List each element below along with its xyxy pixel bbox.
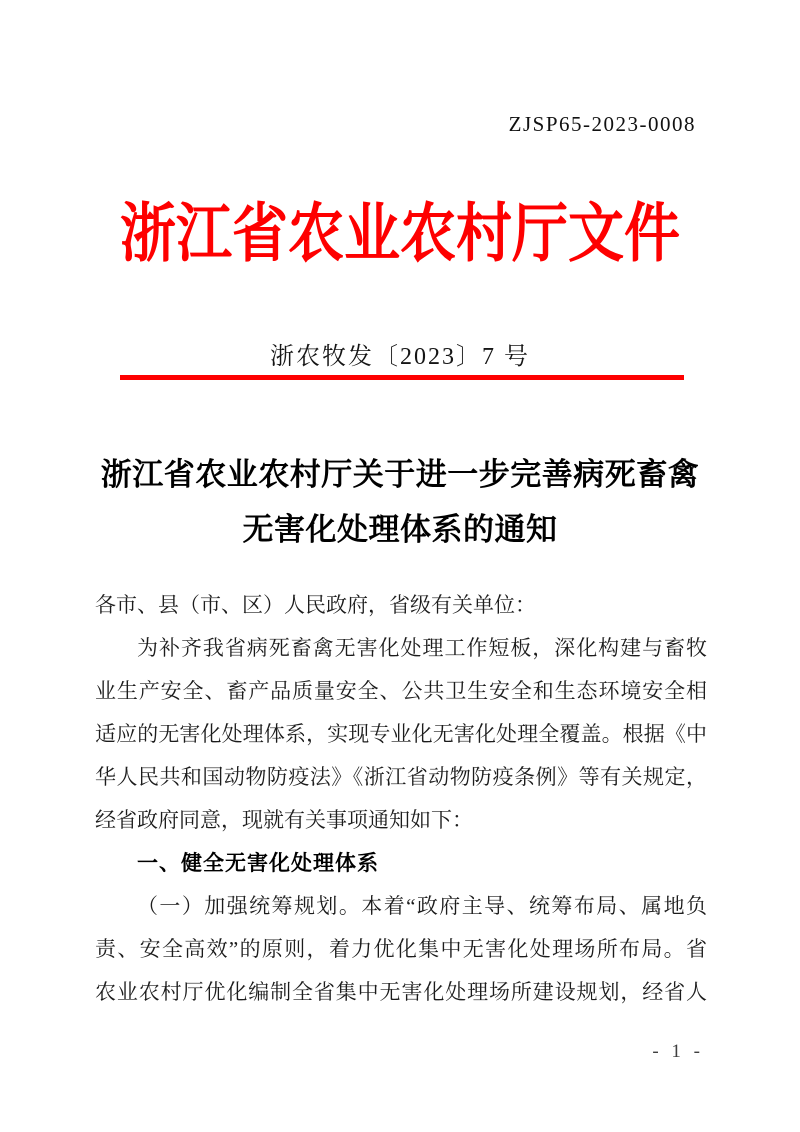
- paragraph2-line2: 责、安全高效”的原则，着力优化集中无害化处理场所布局。省: [95, 937, 707, 961]
- red-separator-rule: [120, 375, 684, 380]
- paragraph1-line4: 华人民共和国动物防疫法》《浙江省动物防疫条例》等有关规定，: [95, 765, 707, 789]
- document-title: [0, 447, 800, 557]
- document-reference-number: 浙农牧发〔2023〕7 号: [270, 344, 530, 370]
- salutation-line: 各市、县（市、区）人民政府，省级有关单位：: [95, 593, 536, 617]
- paragraph1-line1: 为补齐我省病死畜禽无害化处理工作短板，深化构建与畜牧: [137, 636, 707, 660]
- page-number: - 1 -: [652, 1041, 704, 1062]
- document-title-line2: 无害化处理体系的通知: [242, 512, 558, 547]
- paragraph2-line1: （一）加强统筹规划。本着“政府主导、统筹布局、属地负: [137, 894, 707, 918]
- agency-banner-title: 浙江省农业农村厅文件: [120, 199, 680, 271]
- paragraph2-line3: 农业农村厅优化编制全省集中无害化处理场所建设规划，经省人: [95, 980, 707, 1004]
- paragraph1-line2: 业生产安全、畜产品质量安全、公共卫生安全和生态环境安全相: [95, 679, 707, 703]
- paragraph1-line3: 适应的无害化处理体系，实现专业化无害化处理全覆盖。根据《中: [95, 722, 707, 746]
- archive-code: ZJSP65-2023-0008: [508, 112, 696, 136]
- section1-heading: 一、健全无害化处理体系: [137, 852, 379, 875]
- paragraph1-line5: 经省政府同意，现就有关事项通知如下：: [95, 808, 473, 832]
- document-body: [95, 584, 707, 1014]
- document-title-line1: 浙江省农业农村厅关于进一步完善病死畜禽: [100, 457, 700, 492]
- red-header-banner: [0, 196, 800, 274]
